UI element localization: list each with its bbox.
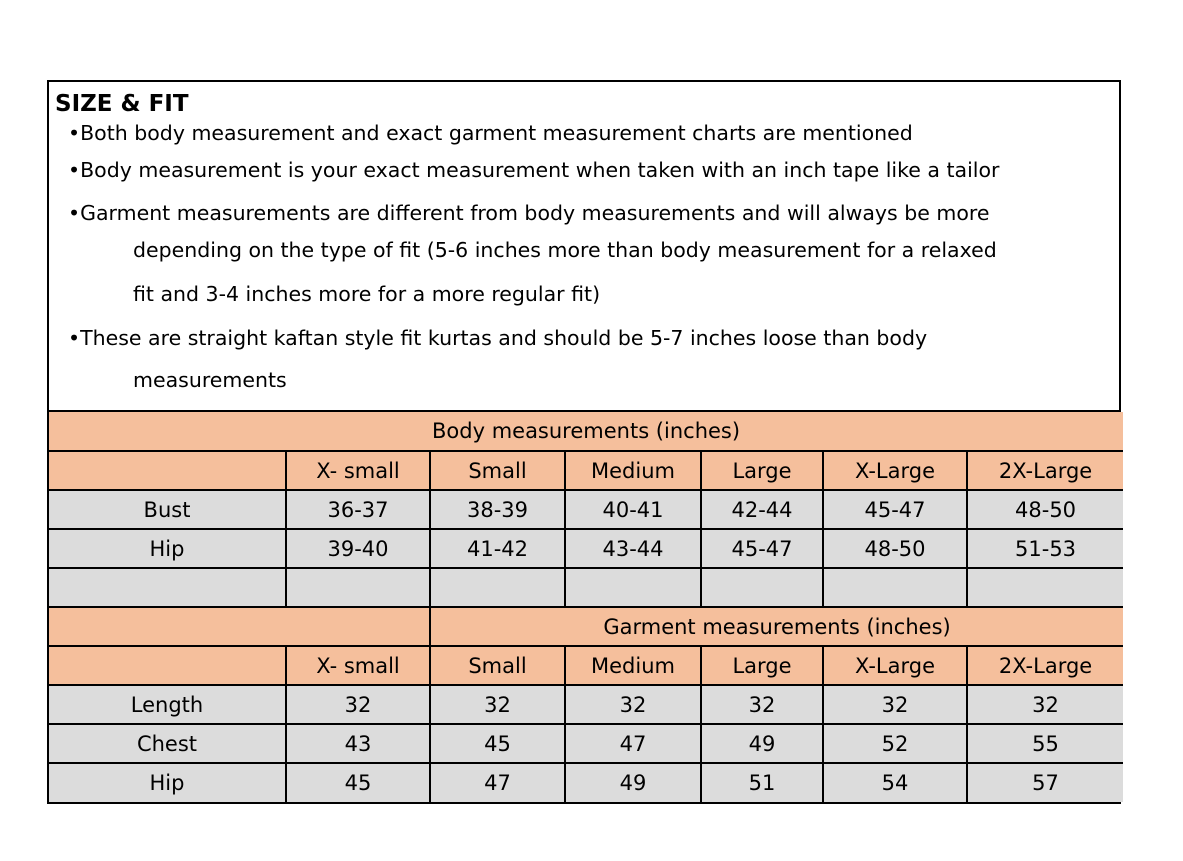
bullet-continuation: measurements — [133, 368, 287, 392]
size-header: X- small — [286, 646, 430, 685]
row-label: Bust — [49, 490, 286, 529]
table-row — [49, 529, 1123, 568]
bullet-item — [45, 316, 1113, 400]
bullet-continuation: depending on the type of fit (5-6 inches more than body measurement for a relaxed — [133, 238, 997, 262]
body-measurements-title: Body measurements (inches) — [49, 412, 1123, 451]
page-title: SIZE & FIT — [55, 91, 189, 117]
bullet-dot: • — [68, 326, 81, 350]
body-title-row — [49, 412, 1123, 451]
garment-title-row — [49, 607, 1123, 646]
table-cell: 57 — [967, 763, 1123, 802]
table-cell: 49 — [701, 724, 823, 763]
table-cell: 41-42 — [430, 529, 565, 568]
bullet-text: Both body measurement and exact garment measurement charts are mentioned — [80, 121, 913, 145]
table-cell: 39-40 — [286, 529, 430, 568]
table-cell: 45 — [286, 763, 430, 802]
size-header: Large — [701, 646, 823, 685]
bullet-text: Garment measurements are different from body measurements and will always be more — [80, 201, 990, 225]
table-cell: 32 — [967, 685, 1123, 724]
table-cell: 51-53 — [967, 529, 1123, 568]
table-cell: 51 — [701, 763, 823, 802]
bullet-text: These are straight kaftan style fit kurtas and should be 5-7 inches loose than body — [80, 326, 928, 350]
table-row — [49, 763, 1123, 802]
size-header: Small — [430, 646, 565, 685]
table-cell: 48-50 — [823, 529, 967, 568]
row-label: Length — [49, 685, 286, 724]
empty-row — [49, 568, 1123, 607]
size-fit-sheet — [47, 80, 1121, 804]
bullet-list — [55, 118, 1113, 400]
table-cell: 36-37 — [286, 490, 430, 529]
table-cell: 38-39 — [430, 490, 565, 529]
size-header: X- small — [286, 451, 430, 490]
bullet-continuation: fit and 3-4 inches more for a more regular fit) — [133, 282, 601, 306]
empty-cell — [823, 568, 967, 607]
size-header: 2X-Large — [967, 451, 1123, 490]
bullet-text: Body measurement is your exact measurement when taken with an inch tape like a tailor — [80, 158, 1000, 182]
table-cell: 45 — [430, 724, 565, 763]
table-row — [49, 724, 1123, 763]
size-fit-info — [49, 82, 1119, 412]
garment-size-header-row — [49, 646, 1123, 685]
empty-cell — [701, 568, 823, 607]
empty-cell — [967, 568, 1123, 607]
empty-cell — [49, 646, 286, 685]
table-cell: 52 — [823, 724, 967, 763]
table-cell: 54 — [823, 763, 967, 802]
table-cell: 32 — [823, 685, 967, 724]
table-cell: 32 — [701, 685, 823, 724]
empty-cell — [286, 568, 430, 607]
table-cell: 43 — [286, 724, 430, 763]
table-row — [49, 490, 1123, 529]
table-cell: 42-44 — [701, 490, 823, 529]
table-cell: 55 — [967, 724, 1123, 763]
bullet-item — [45, 198, 1113, 316]
bullet-dot: • — [68, 158, 81, 182]
body-size-header-row — [49, 451, 1123, 490]
row-label: Hip — [49, 529, 286, 568]
empty-cell — [49, 607, 430, 646]
bullet-dot: • — [68, 201, 81, 225]
size-header: X-Large — [823, 646, 967, 685]
size-header: Large — [701, 451, 823, 490]
table-cell: 45-47 — [823, 490, 967, 529]
table-cell: 32 — [286, 685, 430, 724]
size-header: Small — [430, 451, 565, 490]
table-cell: 49 — [565, 763, 701, 802]
table-cell: 48-50 — [967, 490, 1123, 529]
empty-cell — [49, 568, 286, 607]
bullet-item — [45, 118, 1113, 148]
table-cell: 32 — [565, 685, 701, 724]
size-header: 2X-Large — [967, 646, 1123, 685]
table-cell: 32 — [430, 685, 565, 724]
table-cell: 47 — [565, 724, 701, 763]
empty-cell — [49, 451, 286, 490]
row-label: Hip — [49, 763, 286, 802]
table-cell: 43-44 — [565, 529, 701, 568]
empty-cell — [430, 568, 565, 607]
size-header: X-Large — [823, 451, 967, 490]
size-header: Medium — [565, 451, 701, 490]
empty-cell — [565, 568, 701, 607]
table-row — [49, 685, 1123, 724]
bullet-dot: • — [68, 121, 81, 145]
size-header: Medium — [565, 646, 701, 685]
measurements-table — [49, 412, 1123, 802]
table-cell: 40-41 — [565, 490, 701, 529]
bullet-item — [45, 155, 1113, 185]
table-cell: 45-47 — [701, 529, 823, 568]
table-cell: 47 — [430, 763, 565, 802]
garment-measurements-title: Garment measurements (inches) — [430, 607, 1123, 646]
row-label: Chest — [49, 724, 286, 763]
